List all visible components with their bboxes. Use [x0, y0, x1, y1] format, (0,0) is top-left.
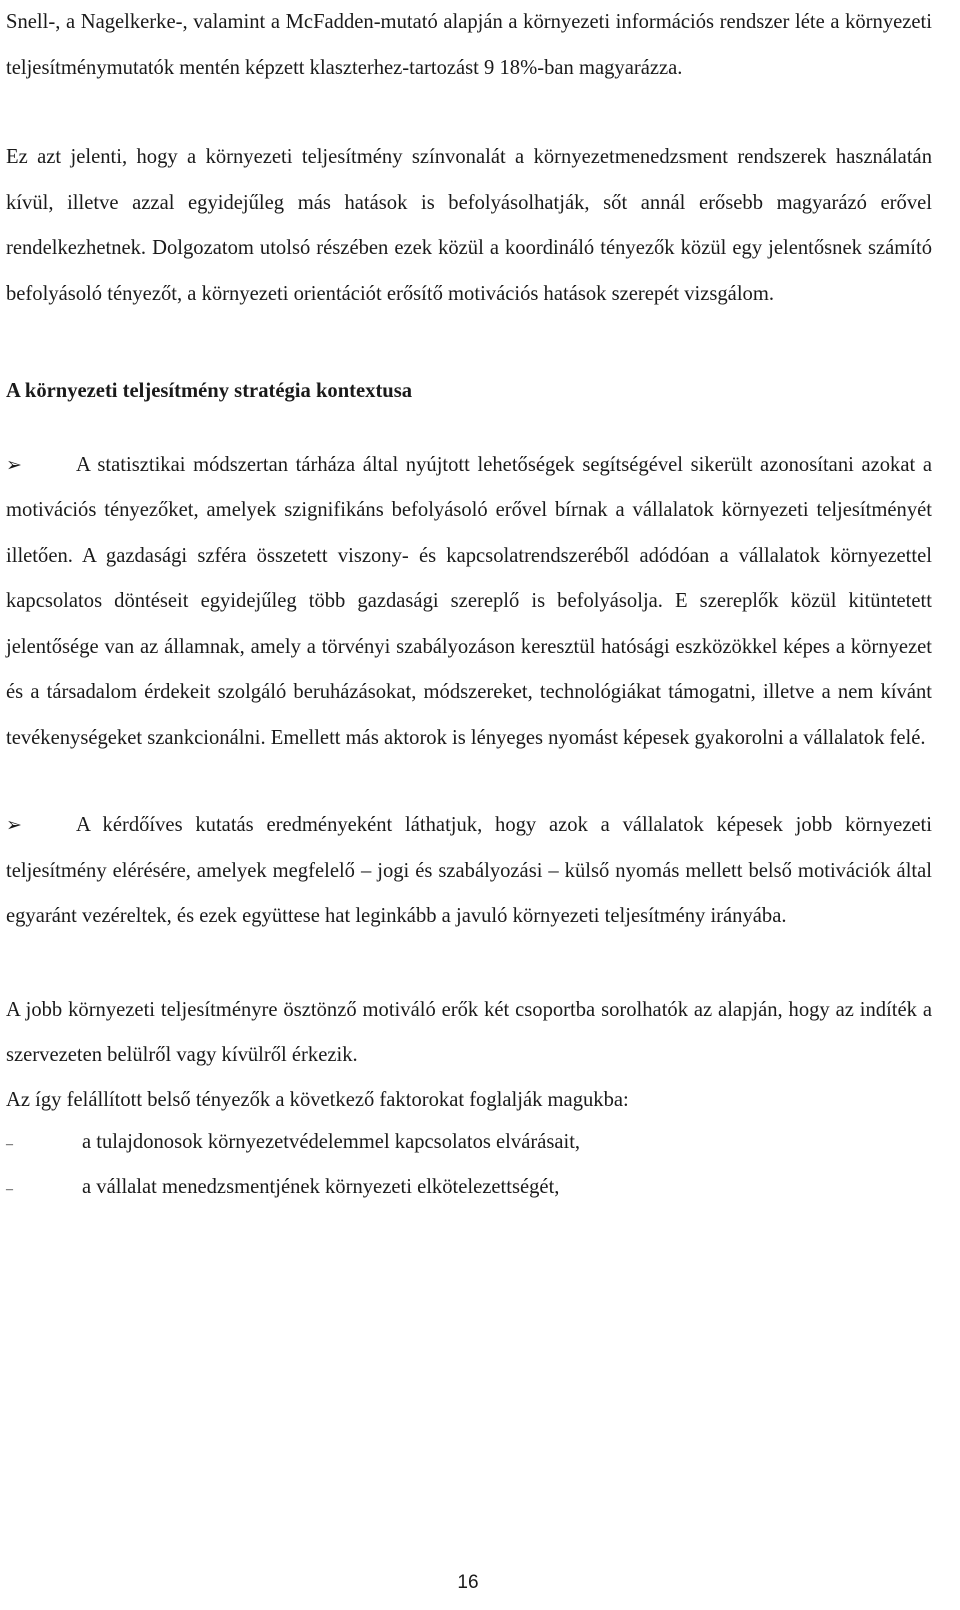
- bullet-paragraph-2: [6, 803, 932, 940]
- document-page: [6, 0, 932, 1211]
- arrow-bullet-icon: ➢: [6, 814, 22, 836]
- arrow-bullet-icon: ➢: [6, 453, 22, 476]
- list-item-text: a tulajdonosok környezetvédelemmel kapcsolatos elvárásait,: [82, 1130, 581, 1153]
- paragraph-intro: Snell-, a Nagelkerke-, valamint a McFadden-mutató alapján a környezeti információs rendszer léte a környezeti teljesítménymutatók mentén képzett klaszterhez-tartozást 9 18%-ban magyarázza.: [6, 11, 932, 79]
- bullet-text-1: A statisztikai módszertan tárháza által nyújtott lehetőségek segítségével sikerült azonosítani azokat a motivációs tényezőket, amelyek szignifikáns befolyásoló erővel bírnak a vállalatok környezeti teljesítményét illetően. A gazdasági szféra összetett viszony- és kapcsolatrendszeréből adódóan a vállalatok környezettel kapcsolatos döntéseit egyidejűleg több gazdasági szereplő is befolyásolja. E szereplők közül kitüntetett jelentősége van az államnak, amely a törvényi szabályozáson keresztül hatósági eszközökkel képes a környezet és a társadalom érdekeit szolgáló beruházásokat, módszereket, technológiákat támogatni, illetve a nem kívánt tevékenységeket szankcionálni. Emellett más aktorok is lényeges nyomást képesek gyakorolni a vállalatok felé.: [6, 453, 932, 749]
- list-item: [6, 1166, 932, 1211]
- dash-bullet-icon: –: [6, 1181, 13, 1197]
- paragraph-explanation: Ez azt jelenti, hogy a környezeti teljesítmény színvonalát a környezetmenedzsment rendszerek használatán kívül, illetve azzal egyidejűleg más hatások is befolyásolhatják, sőt annál erősebb magyarázó erővel rendelkezhetnek. Dolgozatom utolsó részében ezek közül a koordináló tényezők közül egy jelentősnek számító befolyásoló tényezőt, a környezeti orientációt erősítő motivációs hatások szerepét vizsgálom.: [6, 146, 932, 305]
- bullet-text-2: A kérdőíves kutatás eredményeként láthatjuk, hogy azok a vállalatok képesek jobb környezeti teljesítmény elérésére, amelyek megfelelő – jogi és szabályozási – külső nyomás mellett belső motivációk által egyaránt vezéreltek, és ezek együttese hat leginkább a javuló környezeti teljesítmény irányába.: [6, 814, 932, 927]
- section-heading: A környezeti teljesítmény stratégia kontextusa: [6, 380, 413, 402]
- list-item: [6, 1121, 932, 1166]
- page-number: 16: [457, 1572, 479, 1593]
- paragraph-internal-factors: Az így felállított belső tényezők a következő faktorokat foglalják magukba:: [6, 1088, 629, 1111]
- bullet-paragraph-1: [6, 443, 932, 762]
- paragraph-motivation: A jobb környezeti teljesítményre ösztönző motiváló erők két csoportba sorolhatók az alapján, hogy az indíték a szervezeten belülről vagy kívülről érkezik.: [6, 998, 932, 1066]
- list-item-text: a vállalat menedzsmentjének környezeti elkötelezettségét,: [82, 1175, 560, 1198]
- dash-bullet-icon: –: [6, 1136, 13, 1152]
